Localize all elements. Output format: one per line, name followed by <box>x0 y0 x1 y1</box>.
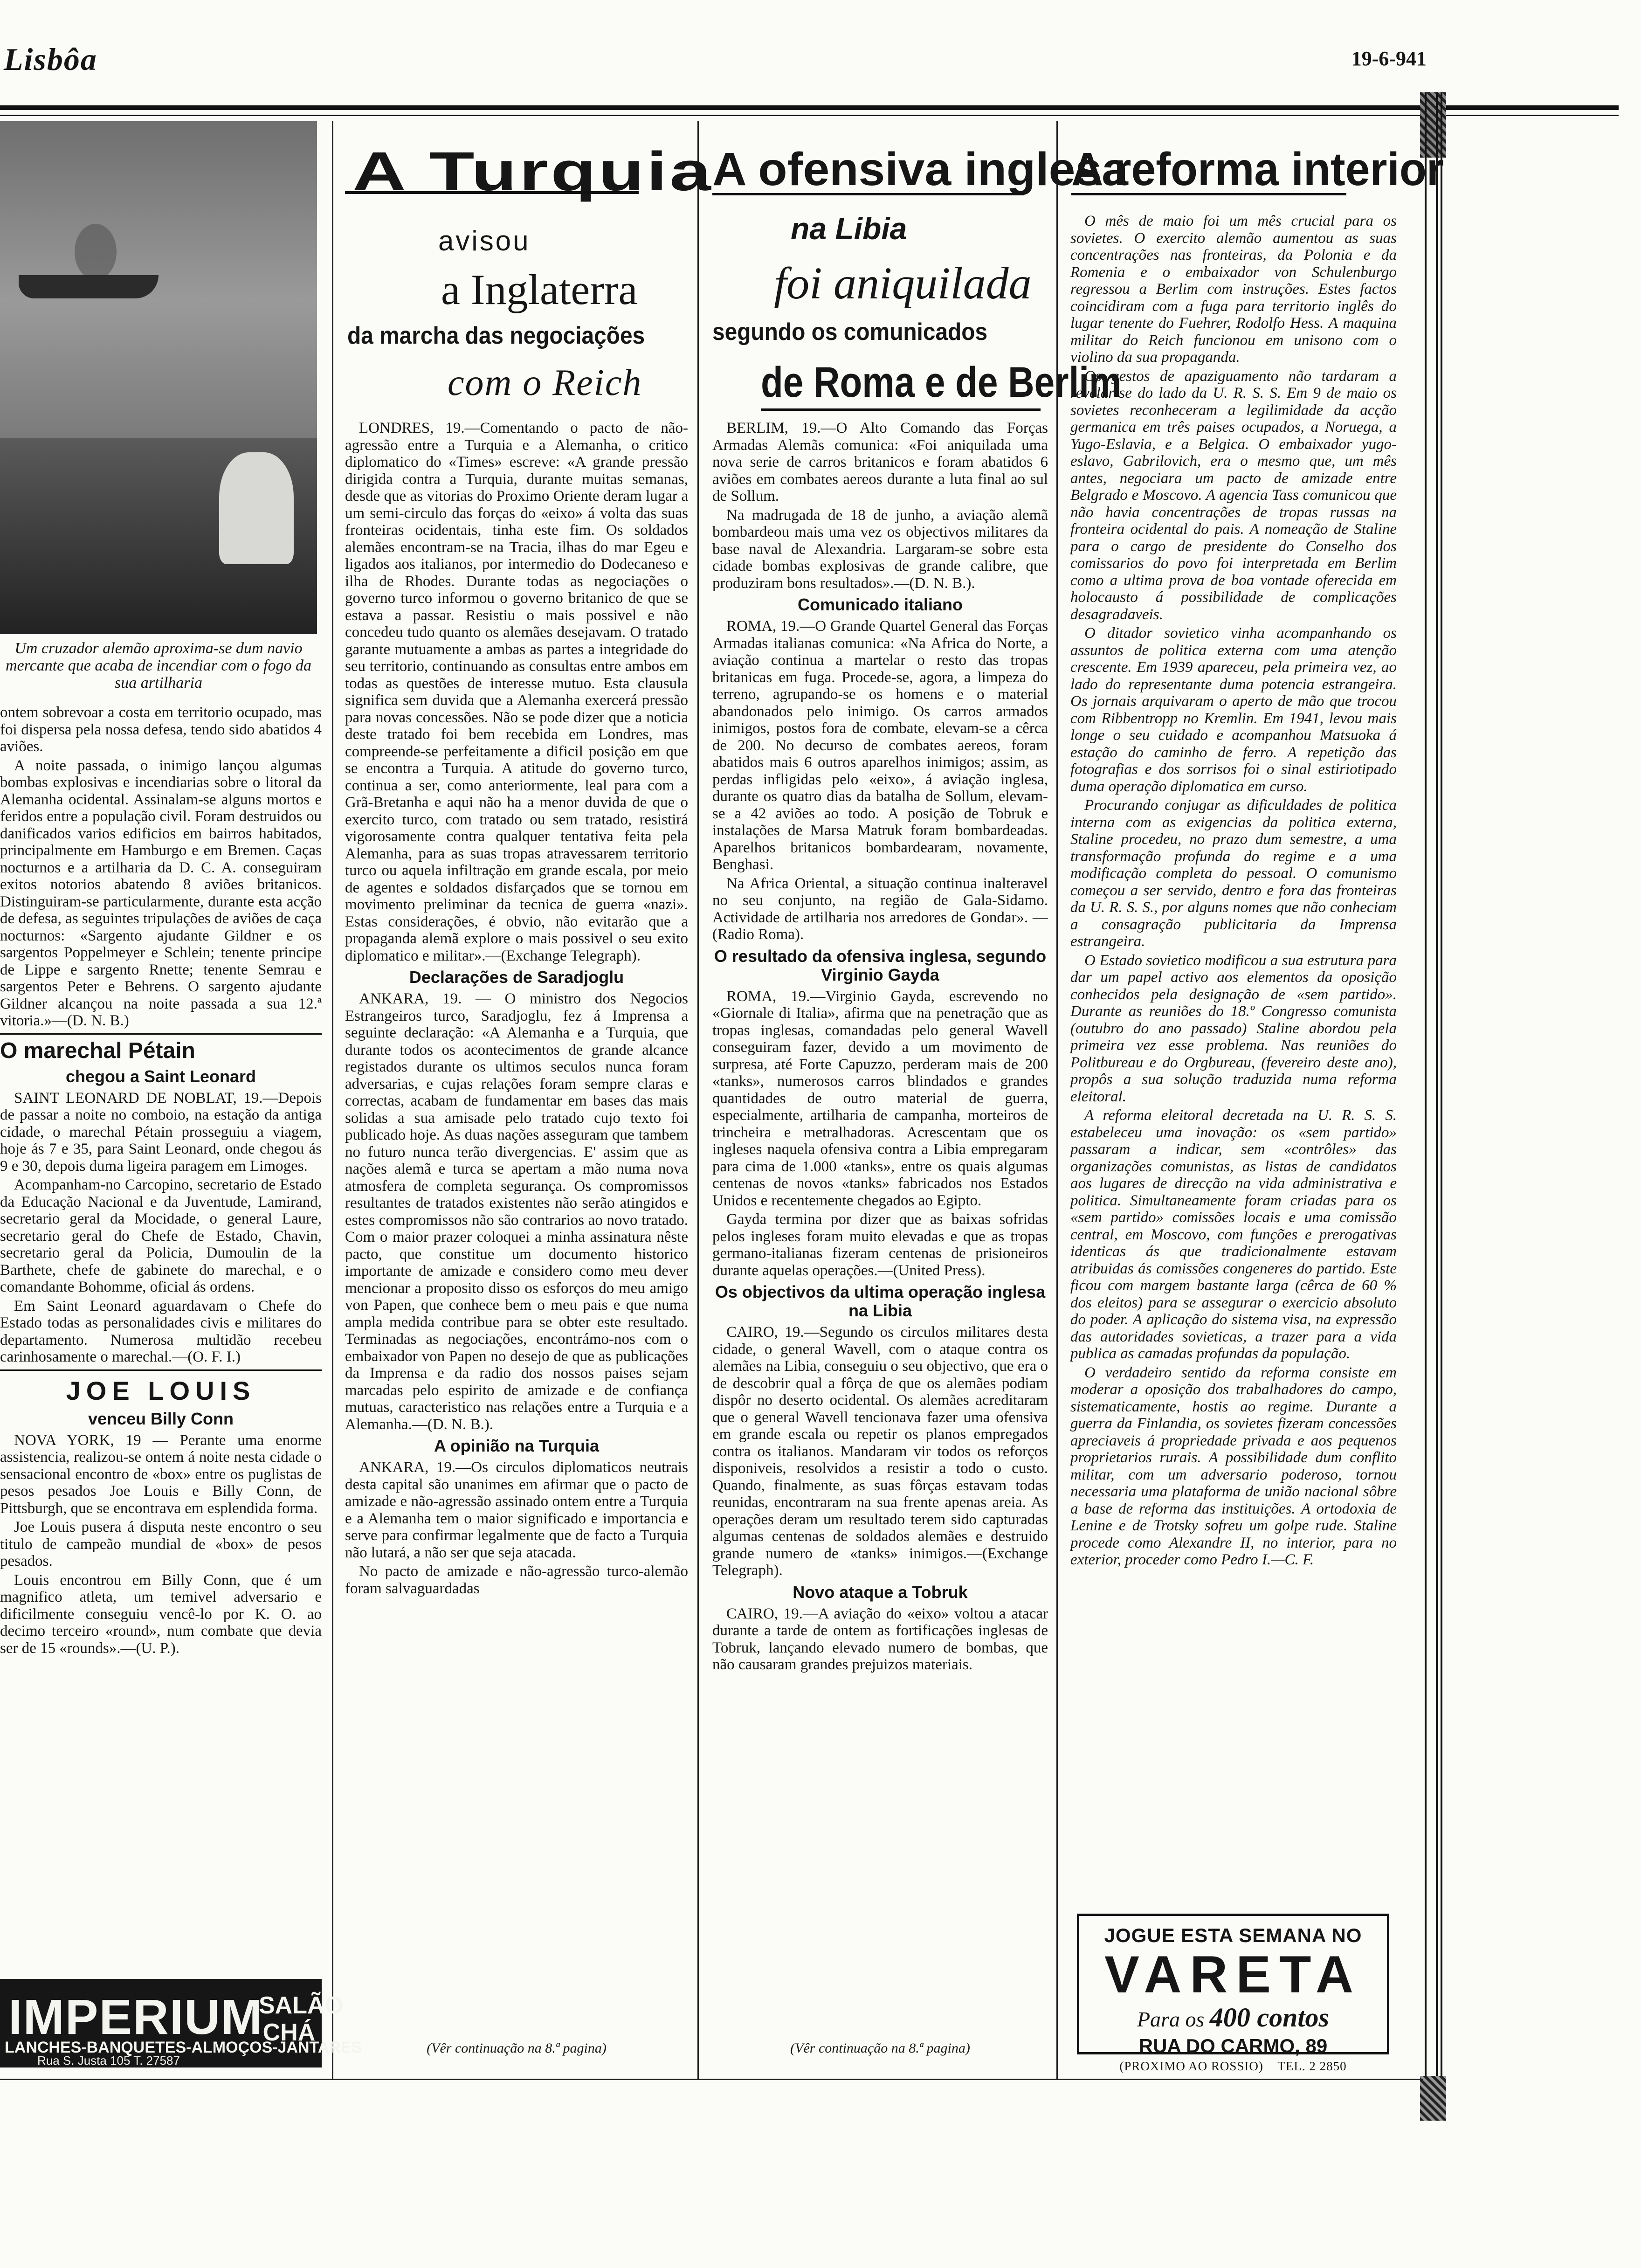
story-title-gayda: O resultado da ofensiva inglesa, segundo Virginio Gayda <box>714 946 1047 984</box>
headline-roma-berlim: de Roma e de Berlim <box>761 359 1122 406</box>
column-divider <box>332 121 333 2080</box>
article-paragraph: CAIRO, 19.—A aviação do «eixo» voltou a atacar durante a tarde de ontem as fortificações inglesas de Tobruk, lançando elevado numero de bombas, que não causaram grandes prejuizos materiais. <box>712 1605 1048 1673</box>
article-paragraph: Na madrugada de 18 de junho, a aviação alemã bombardeou mais uma vez os objectivos militares da base naval de Alexandria. Largaram-se sobre esta cidade bombas explosivas de grande calibre, que produziram bons resultados».—(D. N. B.). <box>712 506 1048 592</box>
imperium-services: LANCHES-BANQUETES-ALMOÇOS-JANTARES <box>5 2039 362 2056</box>
article-paragraph: NOVA YORK, 19 — Perante uma enorme assistencia, realizou-se ontem á noite nesta cidade o sensacional encontro de «box» entre os puglistas de pesos pesados Joe Louis e Billy Conn, de Pittsburgh, que se encontrava em esplendida forma. <box>0 1431 322 1517</box>
headline-inglaterra: a Inglaterra <box>441 266 638 313</box>
bottom-rule <box>0 2079 1423 2080</box>
news-photo <box>0 121 317 634</box>
page-date: 19-6-941 <box>1351 47 1427 70</box>
story-title-objectivos: Os objectivos da ultima operação inglesa na Libia <box>715 1282 1046 1320</box>
article-paragraph: Em Saint Leonard aguardavam o Chefe do Estado todas as personalidades civis e militares do departamento. Numerosa multidão recebeu carinhosamente o marechal.—(O. F. I.) <box>0 1297 322 1365</box>
column-4-stories <box>1070 213 1397 1896</box>
continuation-note: (Vêr continuação na 8.ª pagina) <box>790 2040 970 2056</box>
article-paragraph: Na Africa Oriental, a situação continua inalteravel no seu conjunto, na região de Gala-Sidamo. Actividade de artilharia nos arredores de Gondar». —(Radio Roma). <box>712 875 1048 943</box>
masthead-rule-thin <box>0 115 1619 116</box>
article-paragraph: CAIRO, 19.—Segundo os circulos militares desta cidade, o general Wavell, com o ataque contra os alemães na Libia, conseguiu o seu objectivo, que era o de descobrir qual a fôrça de que os alemães podiam dispôr no deserto ocidental. Os alemães acreditaram que o general Wavell tencionava fazer uma ofensiva em grande escala ou repetir os planos empregados contra os italianos. Mandaram vir todos os reforços disponiveis, resolvidos a resistir a todo o custo. Quando, finalmente, as suas fôrças estavam todas reunidas, encontraram na sua frente apenas areia. As operações deram um resultado terem sido capturadas algumas centenas de soldados alemães e destruido grande numero de «tanks» inimigos.—(Exchange Telegraph). <box>712 1324 1048 1579</box>
column-divider <box>1056 121 1058 2080</box>
column-1-stories <box>0 704 322 1972</box>
article-paragraph: Joe Louis pusera á disputa neste encontro o seu titulo de campeão mundial de «box» de pesos pesados. <box>0 1519 322 1570</box>
article-paragraph: ROMA, 19.—O Grande Quartel General das Forças Armadas italianas comunica: «Na Africa do Norte, a aviação continua a martelar o resto das tropas britanicas em fuga. Procede-se, agora, a limpeza do terreno, agrupando-se os homens e o material abandonados pelo inimigo. Os carros armados inimigos, postos fora de combate, elevam-se a cêrca de 200. No decurso de combates aereos, foram abatidos mais 6 outros aparelhos inimigos; assim, as perdas infligidas pelo «eixo», á aviação inglesa, durante os quatro dias da batalha de Sollum, elevam-se a 42 aviões ao todo. A posição de Tobruk e instalações de Marsa Matruk foram bombardeadas. Aparelhos britanicos bombardearam, novamente, Benghasi. <box>712 618 1048 873</box>
article-paragraph: BERLIM, 19.—O Alto Comando das Forças Armadas Alemãs comunica: «Foi aniquilada uma nova serie de carros britanicos e foram abatidos 6 aviões em combates aereos durante a luta final ao sul de Sollum. <box>712 420 1048 505</box>
article-paragraph: O mês de maio foi um mês crucial para os sovietes. O exercito alemão aumentou as suas concentrações nas fronteiras, da Polonia e da Romenia e o embaixador von Schulenburgo regressou a Berlim com instruções. Estes factos coincidiram com a fuga para territorio inglês do lugar tenente do Fuehrer, Rodolfo Hess. A maquina militar do Reich funcionou em unisono com o violino da sua propaganda. <box>1070 213 1397 366</box>
headline-na-libia: na Libia <box>791 211 907 246</box>
article-paragraph: Procurando conjugar as dificuldades de politica interna com as exigencias da politica externa, Staline procedeu, no prazo dum semestre, a uma transformação profunda do regime e a uma modificação completa do pessoal. O comunismo começou a ser servido, dentro e fora das fronteiras da U. R. S. S., por alguns nomes que não conheciam a consagração publicitaria da Imprensa estrangeira. <box>1070 797 1397 950</box>
imperium-advertisement <box>0 1979 362 2067</box>
article-paragraph: A reforma eleitoral decretada na U. R. S. S. estabeleceu uma inovação: os «sem partido» passaram a indicar, sem «contrôles» das organizações comunistas, as listas de candidatos aos lugares de direcção na vida administrativa e politica. Simultaneamente foram criadas para os «sem partido» comissões locais e uma comissão central, em Moscovo, com funções e prerogativas identicas ás que tradicionalmente estavam atribuidas ás comissões congeneres do partido. Este ficou com margem bastante larga (cêrca de 60 % dos eleitos) para se assegurar o exercicio absoluto do poder. A aplicação do sistema visa, na expressão das autoridades sovieticas, a trazer para a vida publica as camadas profundas da população. <box>1070 1107 1397 1362</box>
imperium-salao-cha: SALÃO CHÁ <box>259 1992 344 2046</box>
vareta-jogue: JOGUE ESTA SEMANA NO <box>1104 1924 1362 1946</box>
article-paragraph: O ditador sovietico vinha acompanhando os assuntos de politica externa com uma atenção crescente. Em 1939 apareceu, pela primeira vez, ao lado do representante duma potencia estrangeira. Os jornais arquivaram o aperto de mão que trocou com Ribbentropp no Kremlin. Em 1941, levou mais longe o seu cuidado e acompanhou Matsuoka á estação do caminho de ferro. A repetição das fotografias e dos sorrisos foi o sinal estiriotipado duma operação diplomatica em curso. <box>1070 625 1397 795</box>
continuation-note: (Vêr continuação na 8.ª pagina) <box>427 2040 607 2056</box>
headline-reich: com o Reich <box>448 362 642 403</box>
article-paragraph: LONDRES, 19.—Comentando o pacto de não-agressão entre a Turquia e a Alemanha, o critico diplomatico do «Times» escreve: «A grande pressão dirigida contra a Turquia, durante muitas semanas, desde que as vitorias do Proximo Oriente deram lugar a um semi-circulo das forças do «eixo» á volta das suas fronteiras ocidentais, tinha este fim. Os soldados alemães encontram-se na Tracia, ilhas do mar Egeu e ligados aos italianos, por intermedio do Dodecaneso e ilha de Rhodes. Durante todas as negociações o governo turco informou o governo britanico de que se estava a passar. Resistiu o mais possivel e não concedeu tudo quanto os alemães desejavam. O tratado garante mutuamente a ambas as partes a integridade do seu territorio, continuando as consultas entre ambos em todas as questões de interesse mutuo. Esta clausula significa sem duvida que a Alemanha exercerá pressão para novas concessões. Não se pode dizer que a noticia deste tratado foi bem recebida em Londres, mas compreende-se perfeitamente a dificil posição em que se encontra a Turquia. A atitude do governo turco, continua a ser, como anteriormente, leal para com a Grã-Bretanha e aqui não ha a menor duvida de que o exercito turco, com tratado ou sem tratado, resistirá vigorosamente contra qualquer tentativa feita pela Alemanha, para as suas tropas atravessarem territorio turco ou aquela infiltração em grande escala, por meio de agentes e soldados disfarçados que se tornou em movimento preliminar da tecnica de guerra «nazi». Estas considerações, é obvio, não evitarão que a propaganda alemã explore o mais possivel o seu exito diplomatico e militar».—(Exchange Telegraph). <box>345 420 688 964</box>
headline-reforma: A reforma interior <box>1071 143 1444 195</box>
vareta-name: VARETA <box>1104 1945 1362 2004</box>
vareta-proximo: (PROXIMO AO ROSSIO) <box>1119 2059 1263 2073</box>
photo-caption: Um cruzador alemão aproxima-se dum navio mercante que acaba de incendiar com o fogo da sua artilharia <box>6 640 311 691</box>
vareta-advertisement <box>1077 1914 1389 2073</box>
imperium-address: Rua S. Justa 105 T. 27587 <box>37 2054 180 2067</box>
story-title-petain: O marechal Pétain <box>0 1038 195 1063</box>
headline-segundo: segundo os comunicados <box>712 318 988 346</box>
article-paragraph: O verdadeiro sentido da reforma consiste em moderar a oposição dos trabalhadores do campo, sistematicamente, hostis ao regime. Durante a guerra da Finlandia, os sovietes fizeram concessões apreciaveis á propriedade privada e aos pequenos proprietarios rurais. A possibilidade dum conflito militar, com um adversario poderoso, tornou necessaria uma plataforma de união nacional sôbre a base de reforma das instituições. A ortodoxia de Lenine e de Trotsky sofreu um golpe rude. Staline procede como Alexandre II, no interior, para no exterior, proceder como Pedro I.—C. F. <box>1070 1364 1397 1568</box>
article-paragraph: Gayda termina por dizer que as baixas sofridas pelos ingleses foram muito elevadas e que as tropas germano-italianas fizeram centenas de prisioneiros durante aquelas operações.—(United Press). <box>712 1211 1048 1279</box>
column-2-stories <box>345 420 688 2038</box>
article-paragraph: ANKARA, 19. — O ministro dos Negocios Estrangeiros turco, Saradjoglu, fez á Imprensa a seguinte declaração: «A Alemanha e a Turquia, que durante todos os acontecimentos de grande alcance registados durante os ultimos seculos nunca foram adversarias, e cujas relações foram sempre claras e correctas, acabam de fundamentar em bases das mais solidas a sua amisade pelo tratado cujo texto foi publicado hoje. As duas nações asseguram que tambem no futuro nunca terão divergencias. E' assim que as nações alemã e turca se apertam a mão numa nova atmosfera de completa segurança. Os compromissos resultantes de tratados existentes não serão atingidos e estes compromissos não são contrarios ao novo tratado. Com o maior prazer coloquei a minha assinatura nêste pacto, que constitue um documento historico importante de amizade e considero como meu dever mencionar a proposito disso os esforços do meu amigo von Papen, que conhece bem o meu pais e que numa ampla medida contribue para se obter este resultado. Terminadas as negociações, encontrámo-nos com o embaixador von Papen no desejo de que as publicações da Imprensa e da radio dos nossos paises sejam marcadas pelo espirito de amizade e de confiança mutuas, caracteristico nas relações entre a Turquia e a Alemanha.—(D. N. B.). <box>345 990 688 1433</box>
photo-gunner <box>219 452 294 564</box>
article-paragraph: O Estado sovietico modificou a sua estrutura para dar um papel activo aos elementos da oposição conhecidos pela designação de «sem partido». Durante as reuniões do 18.º Congresso comunista (outubro do ano passado) Staline abordou pela primeira vez esse problema. Nas reuniões do Politbureau e do Orgbureau, (fevereiro deste ano), propôs a sua solução traduzida numa reforma eleitoral. <box>1070 952 1397 1105</box>
headline-underline <box>1071 193 1346 195</box>
headline-turquia: A Turquia <box>352 141 714 202</box>
vareta-tel: TEL. 2 2850 <box>1277 2059 1347 2073</box>
story-title-opiniao: A opinião na Turquia <box>434 1436 599 1455</box>
article-paragraph: ROMA, 19.—Virginio Gayda, escrevendo no «Giornale di Italia», afirma que na penetração que as tropas inglesas, comandadas pelo general Wavell conseguiram fazer, devido a um movimento de surpresa, até Forte Capuzzo, perderam mais de 200 «tanks», numerosos carros blindados e grandes quantidades de outro material de guerra, especialmente, artilharia de campanha, morteiros de trincheira e metralhadoras. Acrescentam que os ingleses naquela ofensiva contra a Libia empregaram para cima de 1.000 «tanks», entre os quais algumas centenas de novos «tanks» fabricados nos Estados Unidos e recentemente chegados ao Egipto. <box>712 988 1048 1209</box>
story-subtitle-joe-louis: venceu Billy Conn <box>88 1409 234 1428</box>
imperium-name: IMPERIUM <box>8 1990 263 2045</box>
headline-marcha: da marcha das negociações <box>347 322 645 349</box>
right-frame-border <box>1425 92 1438 2079</box>
vareta-para: Para os <box>1137 2007 1205 2031</box>
article-paragraph: ANKARA, 19.—Os circulos diplomaticos neutrais desta capital são unanimes em afirmar que o pacto de amizade e não-agressão assinado ontem entre a Turquia e a Alemanha tem o maior significado e importancia e serve para confirmar legalmente que de facto a Turquia não lutará, a não ser que seja atacada. <box>345 1459 688 1561</box>
article-paragraph: Os gestos de apaziguamento não tardaram a revelar-se do lado da U. R. S. S. Em 9 de maio os sovietes reconheceram a legilimidade da acção germanica em três paises ocupados, a Noruega, a Yugo-Eslavia, e a Belgica. O embaixador yugo-eslavo, Gabrilovich, era o mesmo que, um mês antes, negociara um pacto de amizade entre Belgrado e Moscovo. A agencia Tass comunicou que não havia concentrações de tropas russas na fronteira ocidental do pais. A nomeação de Staline para o cargo de presidente do Conselho dos comissarios do povo foi interpretada em Berlim como a ultima prova de boa vontade oferecida em holocausto á possibilidade de complicações desagradaveis. <box>1070 367 1397 623</box>
right-frame-border-outer <box>1441 92 1442 2079</box>
vareta-contact <box>1079 2059 1387 2074</box>
corner-ornament-bottom <box>1420 2076 1446 2121</box>
vareta-address: RUA DO CARMO, 89 <box>1138 2035 1328 2057</box>
article-paragraph: Acompanham-no Carcopino, secretario de Estado da Educação Nacional e da Juventude, Lamirand, secretario geral da Mocidade, o general Laure, secretario geral do Chefe de Estado, Chavin, secretario geral da Policia, Dumoulin de la Barthete, chefe de gabinete do marechal, e o comandante Bohomme, oficial ás ordens. <box>0 1176 322 1295</box>
article-paragraph: Louis encontrou em Billy Conn, que é um magnifico atleta, um temivel adversario e dificilmente conseguiu vencê-lo por K. O. ao decimo terceiro «round», num combate que devia ser de 15 «rounds».—(U. P.). <box>0 1571 322 1657</box>
story-subtitle-petain: chegou a Saint Leonard <box>65 1066 256 1086</box>
story-title-joe-louis: JOE LOUIS <box>66 1376 256 1405</box>
newspaper-masthead: Lisbôa <box>4 41 97 77</box>
story-divider <box>0 1369 322 1371</box>
headline-underline <box>712 193 1024 195</box>
masthead-rule <box>0 105 1619 110</box>
headline-aniquilada: foi aniquilada <box>774 258 1032 309</box>
story-divider <box>0 1033 322 1035</box>
column-3-stories <box>712 420 1048 2038</box>
photo-ship <box>19 275 159 298</box>
story-title-tobruk: Novo ataque a Tobruk <box>793 1582 968 1602</box>
headline-underline <box>761 408 1041 411</box>
article-paragraph: No pacto de amizade e não-agressão turco-alemão foram salvaguardadas <box>345 1563 688 1597</box>
headline-avisou: avisou <box>438 225 531 256</box>
headline-underline <box>345 191 639 194</box>
vareta-prize <box>1079 2002 1387 2033</box>
story-title-saradjoglu: Declarações de Saradjoglu <box>409 968 624 987</box>
article-paragraph: A noite passada, o inimigo lançou algumas bombas explosivas e incendiarias sobre o litoral da Alemanha ocidental. Assinalam-se alguns mortos e feridos entre a população civil. Foram destruidos ou danificados varios edificios em bairros habitados, principalmente em Hamburgo e em Bremen. Caças nocturnos e a artilharia da D. C. A. conseguiram exitos notorios abatendo 8 aviões britanicos. Distinguiram-se particularmente, durante esta acção de defesa, as seguintes tripulações de aviões de caça nocturnos: «Sargento ajudante Gildner e os sargentos Poppelmeyer e Schlein; tenente principe de Lippe e sargento Rnette; tenente Semrau e sargentos Peter e Behrens. O sargento ajudante Gildner alcançou na noite passada a sua 12.ª vitoria.»—(D. N. B.) <box>0 757 322 1029</box>
headline-ofensiva: A ofensiva inglesa <box>712 143 1128 195</box>
column-divider <box>697 121 699 2080</box>
article-paragraph: ontem sobrevoar a costa em territorio ocupado, mas foi dispersa pela nossa defesa, tendo sido abatidos 4 aviões. <box>0 704 322 755</box>
photo-smoke <box>75 224 117 280</box>
article-paragraph: SAINT LEONARD DE NOBLAT, 19.—Depois de passar a noite no comboio, na estação da antiga cidade, o marechal Pétain prosseguiu a viagem, hoje ás 7 e 35, para Saint Leonard, onde chegou ás 9 e 30, depois duma ligeira paragem em Limoges. <box>0 1089 322 1175</box>
vareta-contos: 400 contos <box>1209 2002 1330 2033</box>
story-title-italiano: Comunicado italiano <box>797 595 963 614</box>
